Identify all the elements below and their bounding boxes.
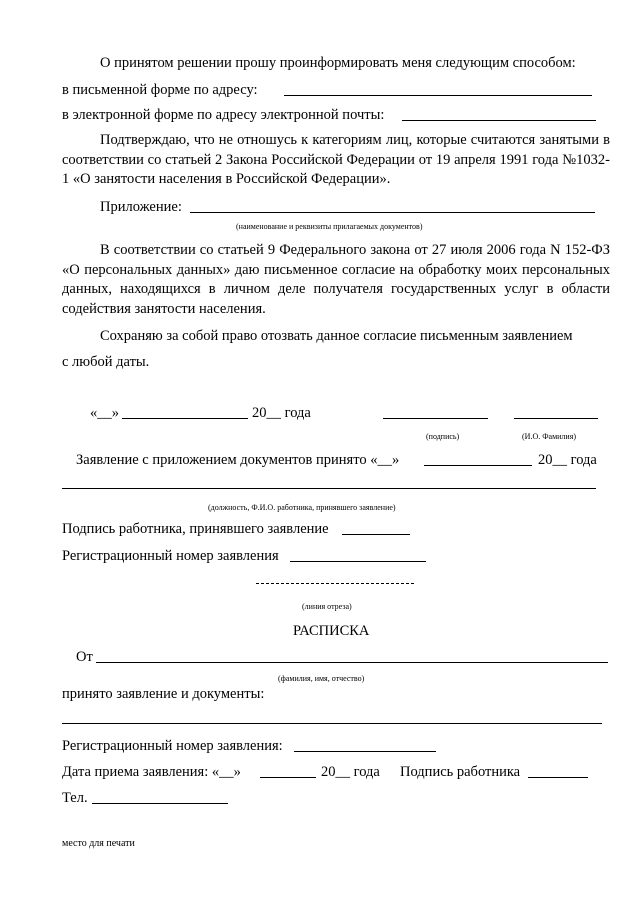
caption-name: (И.О. Фамилия) (522, 432, 577, 441)
receive-year: 20__ года (321, 764, 380, 780)
label-worker-signature: Подпись работника, принявшего заявление (62, 521, 329, 537)
label-written-address: в письменной форме по адресу: (62, 82, 258, 98)
attachment-field[interactable] (190, 212, 595, 213)
caption-attachment: (наименование и реквизиты прилагаемых документов) (236, 222, 423, 231)
caption-cut-line: (линия отреза) (302, 602, 352, 611)
receipt-title: РАСПИСКА (293, 623, 370, 639)
label-receive-date: Дата приема заявления: «__» (62, 764, 241, 780)
signature-field[interactable] (383, 418, 488, 419)
stamp-place: место для печати (62, 838, 135, 849)
caption-fio: (фамилия, имя, отчество) (278, 674, 365, 683)
paragraph-revoke-right-end: с любой даты. (62, 354, 150, 370)
worker-signature-field[interactable] (342, 534, 410, 535)
label-email-address: в электронной форме по адресу электронной почты: (62, 107, 385, 123)
date-day-quotes: «__» (90, 405, 119, 421)
registration-number-field[interactable] (290, 561, 426, 562)
phone-field[interactable] (92, 803, 228, 804)
date-month-field[interactable] (122, 418, 248, 419)
cut-line (256, 583, 414, 584)
receive-month-field[interactable] (260, 777, 316, 778)
accepted-documents-field[interactable] (62, 723, 602, 724)
date-year: 20__ года (252, 405, 311, 421)
accepted-year: 20__ года (538, 452, 597, 468)
paragraph-revoke-right: Сохраняю за собой право отозвать данное согласие письменным заявлением (100, 328, 573, 344)
label-accepted-documents: принято заявление и документы: (62, 686, 265, 702)
label-registration-number-2: Регистрационный номер заявления: (62, 738, 283, 754)
written-address-field[interactable] (284, 95, 592, 96)
label-phone: Тел. (62, 790, 88, 806)
label-registration-number: Регистрационный номер заявления (62, 548, 279, 564)
paragraph-employment-confirmation: Подтверждаю, что не отношусь к категориям лиц, которые считаются занятыми в соответствии со статьей 2 Закона Российской Федерации от 19 апреля 1991 года №1032-1 «О занятости населения в Российской Федерации». (62, 132, 610, 187)
label-application-accepted: Заявление с приложением документов принято «__» (76, 452, 400, 468)
name-field[interactable] (514, 418, 598, 419)
accepted-month-field[interactable] (424, 465, 532, 466)
email-address-field[interactable] (402, 120, 596, 121)
registration-number-2-field[interactable] (294, 751, 436, 752)
label-worker-signature-2: Подпись работника (400, 764, 521, 780)
caption-signature: (подпись) (426, 432, 460, 441)
from-field[interactable] (96, 662, 608, 663)
position-name-field[interactable] (62, 488, 596, 489)
paragraph-personal-data-consent: В соответствии со статьей 9 Федерального закона от 27 июля 2006 года N 152-ФЗ «О персональных данных» даю письменное согласие на обработку моих персональных данных, находящихся в личном деле получателя государственных услуг в области содействия занятости населения. (62, 242, 610, 317)
worker-signature-2-field[interactable] (528, 777, 588, 778)
label-attachment: Приложение: (100, 199, 182, 215)
label-from: От (76, 649, 93, 665)
caption-position: (должность, Ф.И.О. работника, принявшего заявление) (208, 503, 396, 512)
paragraph-notify-method: О принятом решении прошу проинформировать меня следующим способом: (100, 55, 576, 71)
